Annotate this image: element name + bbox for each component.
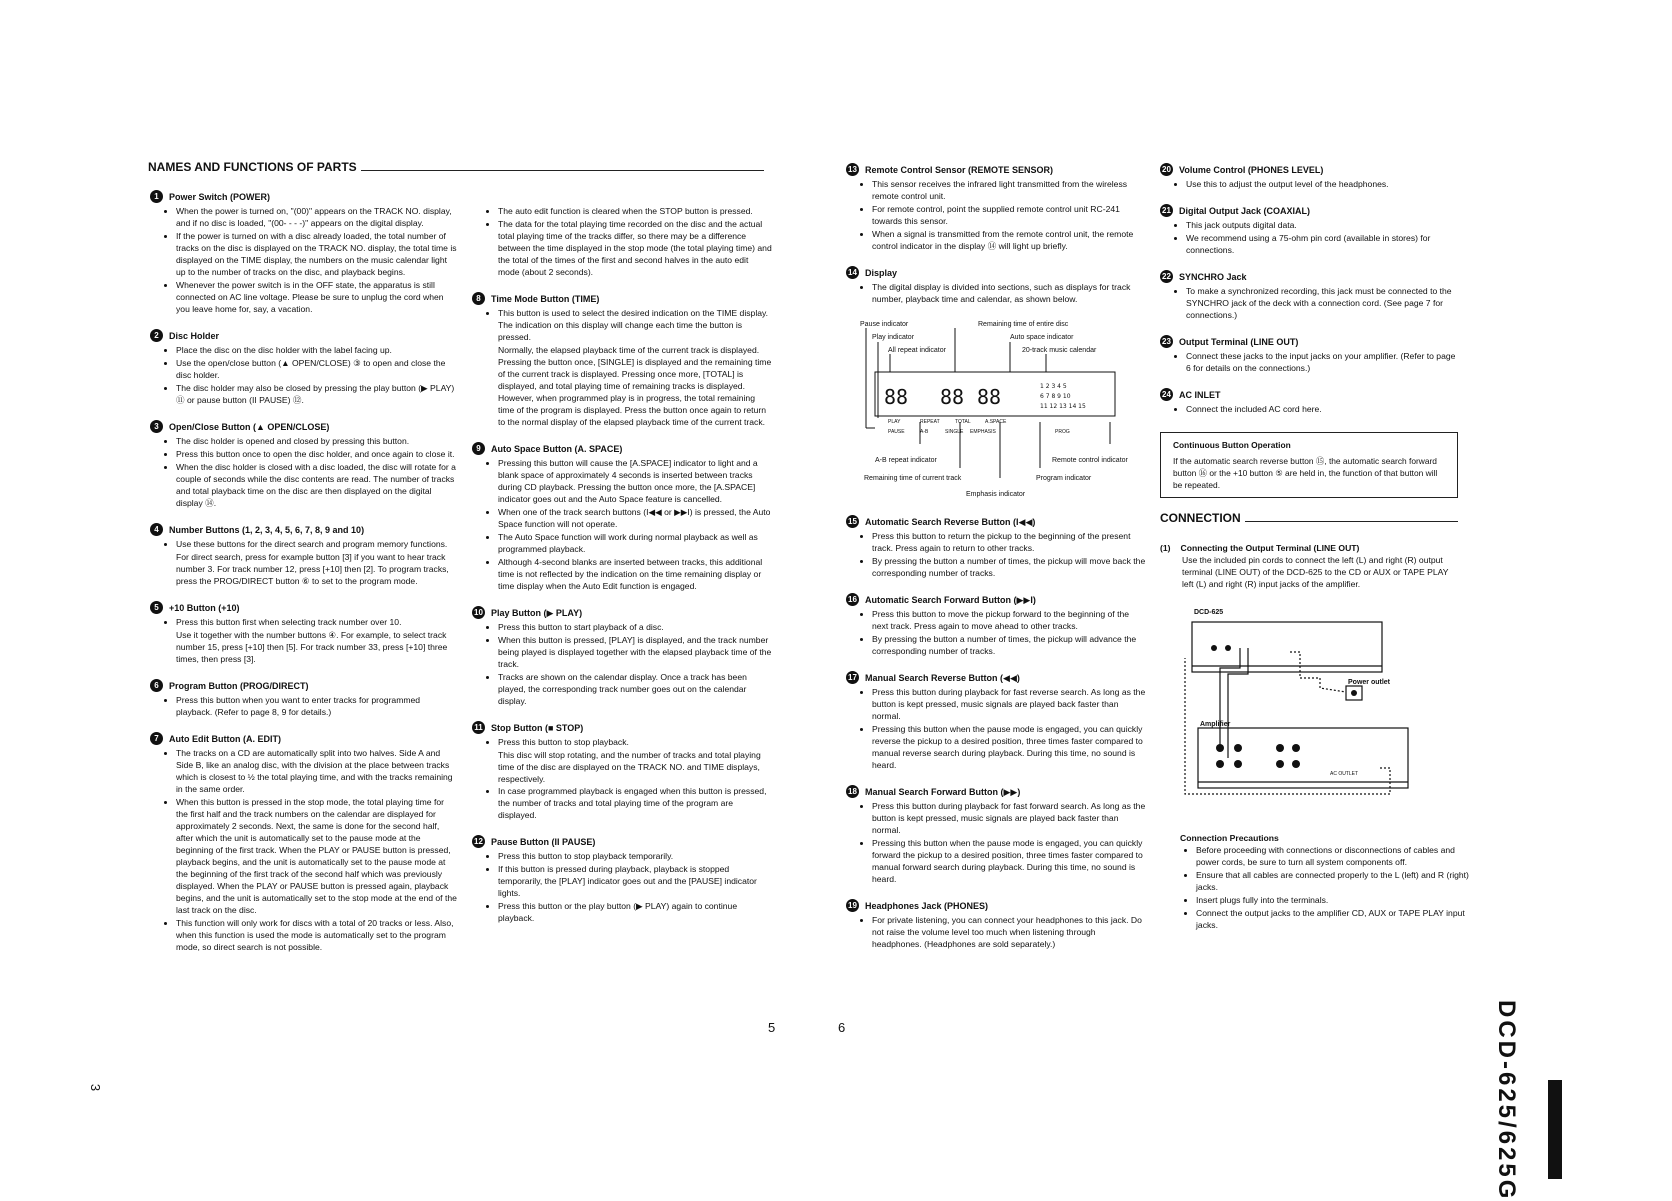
section-12 xyxy=(472,835,772,924)
bullet-list xyxy=(846,686,1146,771)
section-title: Number Buttons (1, 2, 3, 4, 5, 6, 7, 8, 9 and 10) xyxy=(169,524,365,535)
section-title: Display xyxy=(865,267,898,278)
bullet-item: • This jack outputs digital data. xyxy=(1186,219,1460,231)
label-ab-repeat: A-B repeat indicator xyxy=(875,457,937,464)
section-title: Digital Output Jack (COAXIAL) xyxy=(1179,205,1311,216)
section-number-badge: 20 xyxy=(1160,163,1173,176)
section-19 xyxy=(846,899,1146,950)
panel-aspace: A.SPACE xyxy=(985,419,1007,425)
section-number-badge: 22 xyxy=(1160,270,1173,283)
bullet-item: • By pressing the button a number of times, the pickup will move back the corresponding number of tracks. xyxy=(872,555,1146,579)
section-title: Play Button (▶ PLAY) xyxy=(491,607,583,618)
section-17 xyxy=(846,671,1146,771)
column-3-lower xyxy=(846,515,1146,964)
bullet-list xyxy=(846,800,1146,885)
section-number-badge: 1 xyxy=(150,190,163,203)
bullet-item: • For private listening, you can connect your headphones to this jack. Do not raise the volume level too much when listening through headphones. (Headphones are sold separately.) xyxy=(872,914,1146,950)
panel-prog: PROG xyxy=(1055,429,1070,435)
section-header xyxy=(150,732,458,745)
panel-repeat: REPEAT xyxy=(920,419,940,425)
names-functions-heading xyxy=(148,160,764,174)
section-15 xyxy=(846,515,1146,579)
section-2 xyxy=(150,329,458,406)
bullet-item: • Press this button first when selecting track number over 10. xyxy=(176,616,458,628)
section-cont xyxy=(472,205,772,278)
label-program: Program indicator xyxy=(1036,475,1092,482)
section-header xyxy=(150,523,458,536)
paragraph: This disc will stop rotating, and the number of tracks and total playing time of the disc are displayed on the TRACK NO. and TIME displays, respectively. xyxy=(498,750,761,784)
bullet-list xyxy=(1160,219,1460,256)
section-number-badge: 24 xyxy=(1160,388,1173,401)
bullet-item: • Pressing this button will cause the [A.SPACE] indicator to light and a blank space of approximately 4 seconds is inserted between tracks during CD playback. Pressing the button once more, the [A.SPACE] indicator goes out and the Auto Space feature is cancelled. xyxy=(498,457,772,505)
connection-diagram xyxy=(1180,608,1420,808)
bullet-list xyxy=(472,785,772,821)
bullet-list xyxy=(150,205,458,315)
connection-precautions xyxy=(1180,832,1470,932)
section-14 xyxy=(846,266,1146,305)
precaution-item: • Connect the output jacks to the amplifier CD, AUX or TAPE PLAY input jacks. xyxy=(1196,907,1470,931)
bullet-item: • Although 4-second blanks are inserted between tracks, this additional time is not reflected by the indication on the time remaining display or time display when the Auto Edit function is engaged. xyxy=(498,556,772,592)
label-emphasis: Emphasis indicator xyxy=(966,491,1026,498)
section-header xyxy=(472,835,772,848)
section-number-badge: 19 xyxy=(846,899,859,912)
section-header xyxy=(150,679,458,692)
bullet-item: • Use this to adjust the output level of the headphones. xyxy=(1186,178,1460,190)
bullet-item: • The tracks on a CD are automatically split into two halves. Side A and Side B, like an analog disc, with the division at the place between tracks which is closest to ½ the total playing time, and with the tracks remaining in the same order. xyxy=(176,747,458,795)
bullet-list xyxy=(1160,285,1460,321)
panel-total: TOTAL xyxy=(955,419,971,425)
svg-text:6 7 8 9 10: 6 7 8 9 10 xyxy=(1040,393,1071,400)
bullet-list xyxy=(846,914,1146,950)
section-title: SYNCHRO Jack xyxy=(1179,271,1247,282)
bullet-item: • Press this button to move the pickup forward to the beginning of the next track. Press again to move ahead to other tracks. xyxy=(872,608,1146,632)
bullet-list xyxy=(846,178,1146,252)
section-number-badge: 18 xyxy=(846,785,859,798)
bullet-item: • When this button is pressed in the stop mode, the total playing time for the first half and the track numbers on the calendar are displayed for approximately 2 seconds. Next, the same is done for the second half, after which the unit is automatically set to the pause mode at the beginning of the first track. When the PLAY or PAUSE button is pressed, playback begins, and the unit is automatically set to the pause mode at the beginning of the first track of the second half which was previously displayed. When the PLAY or PAUSE button is pressed again, playback begins, and the unit is automatically set to the stop mode at the end of the last track on the disc. xyxy=(176,796,458,916)
section-9 xyxy=(472,442,772,592)
section-title: +10 Button (+10) xyxy=(169,602,240,613)
bullet-list xyxy=(150,435,458,509)
heading-rule xyxy=(361,170,764,171)
svg-text:1 2 3 4 5: 1 2 3 4 5 xyxy=(1040,383,1067,390)
bullet-item: • When the disc holder is closed with a disc loaded, the disc will rotate for a couple of seconds while the disc contents are read. The number of tracks and total playback time on the disc are then displayed on the digital display ⑭. xyxy=(176,461,458,509)
connection-heading xyxy=(1160,511,1458,525)
section-header xyxy=(1160,335,1460,348)
label-play-indicator: Play indicator xyxy=(872,334,915,341)
section-title: Power Switch (POWER) xyxy=(169,191,271,202)
section-number-badge: 5 xyxy=(150,601,163,614)
corner-number: 3 xyxy=(88,1083,104,1092)
step-text: Use the included pin cords to connect the left (L) and right (R) output terminal (LINE OUT) of the DCD-625 to the CD or AUX or TAPE PLAY left (L) and right (R) input jacks of the amplifier. xyxy=(1182,555,1449,589)
bullet-item: • Use the open/close button (▲ OPEN/CLOSE) ③ to open and close the disc holder. xyxy=(176,357,458,381)
section-number-badge: 2 xyxy=(150,329,163,342)
section-title: Automatic Search Forward Button (▶▶I) xyxy=(865,594,1036,605)
page-number-left: 5 xyxy=(768,1020,776,1035)
step-number: (1) xyxy=(1160,543,1171,553)
section-24 xyxy=(1160,388,1460,415)
section-number-badge: 23 xyxy=(1160,335,1173,348)
section-header xyxy=(472,292,772,305)
paragraph: For direct search, press for example button [3] if you want to hear track number 3. For track number 12, press [+10] then [2]. To program tracks, press the PROG/DIRECT button ⑥ to set to the program mode. xyxy=(176,552,449,586)
paragraph: Normally, the elapsed playback time of the current track is displayed. Pressing the button once, [SINGLE] is displayed and the remaining time of the current track is displayed. Pressing once more, [TOTAL] is displayed, and total playing time of remaining tracks is displayed. However, when programmed play is in progress, the total remaining time of the program is displayed. Press the button once again to return to the normal display of the elapsed playback time of the current track. xyxy=(498,345,772,427)
bullet-list xyxy=(1160,350,1460,374)
bullet-item: • Tracks are shown on the calendar display. Once a track has been played, the corresponding track number goes out on the calendar display. xyxy=(498,671,772,707)
section-title: Disc Holder xyxy=(169,330,220,341)
column-1 xyxy=(150,190,458,967)
section-header xyxy=(150,420,458,433)
section-number-badge: 11 xyxy=(472,721,485,734)
section-number-badge: 10 xyxy=(472,606,485,619)
bullet-item: • Press this button or the play button (▶ PLAY) again to continue playback. xyxy=(498,900,772,924)
section-number-badge: 7 xyxy=(150,732,163,745)
label-pause-indicator: Pause indicator xyxy=(860,321,909,328)
bullet-item: • Press this button when you want to enter tracks for programmed playback. (Refer to page 8, 9 for details.) xyxy=(176,694,458,718)
panel-emphasis: EMPHASIS xyxy=(970,429,996,435)
amplifier-label: Amplifier xyxy=(1200,721,1231,728)
label-remaining-track: Remaining time of current track xyxy=(864,475,962,482)
bullet-list xyxy=(1160,178,1460,190)
bullet-item: • The disc holder may also be closed by pressing the play button (▶ PLAY) ⑪ or pause button (II PAUSE) ⑫. xyxy=(176,382,458,406)
section-number-badge: 17 xyxy=(846,671,859,684)
bullet-list xyxy=(846,530,1146,579)
label-remote: Remote control indicator xyxy=(1052,457,1128,464)
section-number-badge: 16 xyxy=(846,593,859,606)
section-title: Manual Search Reverse Button (◀◀) xyxy=(865,672,1020,683)
bullet-item: • By pressing the button a number of times, the pickup will advance the corresponding number of tracks. xyxy=(872,633,1146,657)
section-header xyxy=(472,721,772,734)
step-title: Connecting the Output Terminal (LINE OUT) xyxy=(1180,543,1360,553)
bullet-item: • The Auto Space function will work during normal playback as well as programmed playback. xyxy=(498,531,772,555)
bullet-item: • If the power is turned on with a disc already loaded, the total number of tracks on the disc is displayed on the TRACK NO. display, the total time is displayed on the TIME display, the numbers on the music calendar light up to the number of tracks on the disc, and playback begins. xyxy=(176,230,458,278)
section-title: Automatic Search Reverse Button (I◀◀) xyxy=(865,516,1036,527)
heading-rule xyxy=(1245,521,1458,522)
section-title: Pause Button (II PAUSE) xyxy=(491,836,596,847)
section-8 xyxy=(472,292,772,428)
heading-text: CONNECTION xyxy=(1160,511,1241,525)
bullet-item: • Press this button to start playback of a disc. xyxy=(498,621,772,633)
svg-text:88: 88 xyxy=(977,385,1002,409)
section-header xyxy=(1160,270,1460,283)
section-10 xyxy=(472,606,772,707)
section-header xyxy=(150,601,458,614)
bullet-item: • Connect these jacks to the input jacks on your amplifier. (Refer to page 6 for details on the connections.) xyxy=(1186,350,1460,374)
precautions-list xyxy=(1180,844,1470,931)
bullet-item: • Connect the included AC cord here. xyxy=(1186,403,1460,415)
section-title: Headphones Jack (PHONES) xyxy=(865,900,989,911)
svg-text:88: 88 xyxy=(940,385,965,409)
section-number-badge: 3 xyxy=(150,420,163,433)
bullet-list xyxy=(472,736,772,748)
section-number-badge: 15 xyxy=(846,515,859,528)
bullet-list xyxy=(472,850,772,924)
bullet-item: • Whenever the power switch is in the OFF state, the apparatus is still connected on AC line voltage. Please be sure to unplug the cord when you leave home for, say, a vacation. xyxy=(176,279,458,315)
panel-play: PLAY xyxy=(888,419,901,425)
bullet-item: • To make a synchronized recording, this jack must be connected to the SYNCHRO jack of the deck with a connection cord. (See page 7 for connections.) xyxy=(1186,285,1460,321)
section-18 xyxy=(846,785,1146,885)
section-header xyxy=(846,671,1146,684)
svg-text:88: 88 xyxy=(884,385,909,409)
section-13 xyxy=(846,163,1146,252)
section-number-badge: 12 xyxy=(472,835,485,848)
bullet-item: • When one of the track search buttons (I◀◀ or ▶▶I) is pressed, the Auto Space function will not operate. xyxy=(498,506,772,530)
bullet-list xyxy=(150,538,458,550)
column-3 xyxy=(846,163,1146,319)
bullet-item: • When this button is pressed, [PLAY] is displayed, and the track number being played is displayed together with the elapsed playback time of the track. xyxy=(498,634,772,670)
bullet-item: • The disc holder is opened and closed by pressing this button. xyxy=(176,435,458,447)
bullet-item: • When the power is turned on, "(00)" appears on the TRACK NO. display, and if no disc is loaded, "(00- - - -)" appears on the digital display. xyxy=(176,205,458,229)
section-title: Volume Control (PHONES LEVEL) xyxy=(1179,164,1324,175)
panel-ab: A-B xyxy=(920,429,929,435)
section-number-badge: 13 xyxy=(846,163,859,176)
section-title: Program Button (PROG/DIRECT) xyxy=(169,680,309,691)
section-header xyxy=(1160,204,1460,217)
panel-single: SINGLE xyxy=(945,429,964,435)
section-header xyxy=(1160,163,1460,176)
outlet-label: Power outlet xyxy=(1348,679,1391,686)
section-number-badge: 21 xyxy=(1160,204,1173,217)
precaution-item: • Insert plugs fully into the terminals. xyxy=(1196,894,1470,906)
section-header xyxy=(472,442,772,455)
bullet-item: • Press this button during playback for fast forward search. As long as the button is kept pressed, music signals are played back faster than normal. xyxy=(872,800,1146,836)
section-4 xyxy=(150,523,458,587)
bullet-list xyxy=(1160,403,1460,415)
section-header xyxy=(150,190,458,203)
label-all-repeat: All repeat indicator xyxy=(888,347,946,354)
section-header xyxy=(150,329,458,342)
bullet-item: • In case programmed playback is engaged when this button is pressed, the number of tracks and total playing time of the program are displayed. xyxy=(498,785,772,821)
device-label: DCD-625 xyxy=(1194,609,1224,616)
connection-step xyxy=(1160,542,1460,590)
bullet-item: • The digital display is divided into sections, such as displays for track number, playback time and calendar, as shown below. xyxy=(872,281,1146,305)
section-header xyxy=(1160,388,1460,401)
section-11 xyxy=(472,721,772,821)
section-title: Output Terminal (LINE OUT) xyxy=(1179,336,1299,347)
bullet-item: • Place the disc on the disc holder with the label facing up. xyxy=(176,344,458,356)
section-6 xyxy=(150,679,458,718)
section-number-badge: 9 xyxy=(472,442,485,455)
section-21 xyxy=(1160,204,1460,256)
label-auto-space: Auto space indicator xyxy=(1010,334,1074,341)
acoutlet-label: AC OUTLET xyxy=(1330,771,1359,777)
page-number-right: 6 xyxy=(838,1020,846,1035)
section-number-badge: 14 xyxy=(846,266,859,279)
bullet-item: • Press this button during playback for fast reverse search. As long as the button is kept pressed, music signals are played back faster than normal. xyxy=(872,686,1146,722)
section-title: Manual Search Forward Button (▶▶) xyxy=(865,786,1021,797)
section-1 xyxy=(150,190,458,315)
bullet-item: • Press this button once to open the disc holder, and once again to close it. xyxy=(176,448,458,460)
panel-pause: PAUSE xyxy=(888,429,905,435)
bullet-list xyxy=(472,457,772,592)
column-2 xyxy=(472,205,772,938)
bullet-list xyxy=(150,344,458,406)
section-3 xyxy=(150,420,458,509)
section-title: Time Mode Button (TIME) xyxy=(491,293,600,304)
bullet-list xyxy=(472,205,772,278)
bullet-item: • Press this button to stop playback. xyxy=(498,736,772,748)
bullet-list xyxy=(846,608,1146,657)
bullet-item: • This button is used to select the desired indication on the TIME display. The indication on this display will change each time the button is pressed. xyxy=(498,307,772,343)
section-16 xyxy=(846,593,1146,657)
bullet-list xyxy=(150,694,458,718)
section-header xyxy=(472,606,772,619)
section-title: Remote Control Sensor (REMOTE SENSOR) xyxy=(865,164,1054,175)
bullet-item: • For remote control, point the supplied remote control unit RC-241 towards this sensor. xyxy=(872,203,1146,227)
bullet-item: • Press this button to return the pickup to the beginning of the present track. Press again to return to other tracks. xyxy=(872,530,1146,554)
bullet-list xyxy=(472,621,772,707)
section-header xyxy=(846,785,1146,798)
section-23 xyxy=(1160,335,1460,374)
bullet-item: • We recommend using a 75-ohm pin cord (available in stores) for connections. xyxy=(1186,232,1460,256)
bullet-item: • If this button is pressed during playback, playback is stopped temporarily, the [PLAY] indicator goes out and the [PAUSE] indicator lights. xyxy=(498,863,772,899)
precaution-item: • Ensure that all cables are connected properly to the L (left) and R (right) jacks. xyxy=(1196,869,1470,893)
section-title: AC INLET xyxy=(1179,389,1221,400)
section-header xyxy=(846,266,1146,279)
bullet-list xyxy=(846,281,1146,305)
section-number-badge: 6 xyxy=(150,679,163,692)
section-header xyxy=(846,163,1146,176)
section-header xyxy=(846,899,1146,912)
connection-lines xyxy=(1180,608,1420,808)
bullet-list xyxy=(472,307,772,343)
bullet-item: • This function will only work for discs with a total of 20 tracks or less. Also, when this function is used the mode is automatically set to the program mode, so direct search is not possible. xyxy=(176,917,458,953)
bullet-item: • The data for the total playing time recorded on the disc and the actual total playing time of the tracks differ, so there may be a difference between the time displayed in the stop mode (the total playing time) and the total of the times of the first and second halves in the auto edit mode (about 2 seconds). xyxy=(498,218,772,278)
label-calendar: 20-track music calendar xyxy=(1022,347,1097,354)
bullet-item: • Press this button to stop playback temporarily. xyxy=(498,850,772,862)
binding-strip xyxy=(1548,1080,1562,1179)
section-5 xyxy=(150,601,458,665)
label-remaining-disc: Remaining time of entire disc xyxy=(978,321,1069,328)
box-title: Continuous Button Operation xyxy=(1173,440,1291,450)
bullet-item: • This sensor receives the infrared light transmitted from the wireless remote control unit. xyxy=(872,178,1146,202)
paragraph: Use it together with the number buttons ④. For example, to select track number 15, press [+10] then [5]. For track number 33, press [+10] three times, then press [3]. xyxy=(176,630,448,664)
section-number-badge: 8 xyxy=(472,292,485,305)
bullet-list xyxy=(150,747,458,953)
bullet-list xyxy=(150,616,458,628)
svg-text:11 12 13 14 15: 11 12 13 14 15 xyxy=(1040,403,1086,410)
section-7 xyxy=(150,732,458,953)
precaution-item: • Before proceeding with connections or disconnections of cables and power cords, be sure to turn all system components off. xyxy=(1196,844,1470,868)
heading-text: NAMES AND FUNCTIONS OF PARTS xyxy=(148,160,357,174)
box-text: If the automatic search reverse button ⑮, the automatic search forward button ⑯ or the +10 button ⑤ are held in, the function of that button will be repeated. xyxy=(1173,456,1438,490)
display-diagram xyxy=(860,318,1150,503)
section-title: Stop Button (■ STOP) xyxy=(491,722,584,733)
continuous-operation-box xyxy=(1160,432,1458,498)
model-number: DCD-625/625G xyxy=(1493,1000,1520,1201)
section-title: Auto Space Button (A. SPACE) xyxy=(491,443,623,454)
section-header xyxy=(846,515,1146,528)
bullet-item: • Use these buttons for the direct search and program memory functions. xyxy=(176,538,458,550)
precautions-title: Connection Precautions xyxy=(1180,833,1279,843)
bullet-item: • Pressing this button when the pause mode is engaged, you can quickly reverse the pickup to a desired position, three times faster compared to manual reverse search during playback. During this time, no sound is heard. xyxy=(872,723,1146,771)
bullet-item: • When a signal is transmitted from the remote control unit, the remote control indicator in the display ⑭ will light up briefly. xyxy=(872,228,1146,252)
section-title: Auto Edit Button (A. EDIT) xyxy=(169,733,281,744)
column-4 xyxy=(1160,163,1460,429)
section-number-badge: 4 xyxy=(150,523,163,536)
section-title: Open/Close Button (▲ OPEN/CLOSE) xyxy=(169,421,330,432)
section-20 xyxy=(1160,163,1460,190)
section-header xyxy=(846,593,1146,606)
section-22 xyxy=(1160,270,1460,321)
bullet-item: • The auto edit function is cleared when the STOP button is pressed. xyxy=(498,205,772,217)
bullet-item: • Pressing this button when the pause mode is engaged, you can quickly forward the pickup to a desired position, three times faster compared to manual forward search during playback. During this time, no sound is heard. xyxy=(872,837,1146,885)
